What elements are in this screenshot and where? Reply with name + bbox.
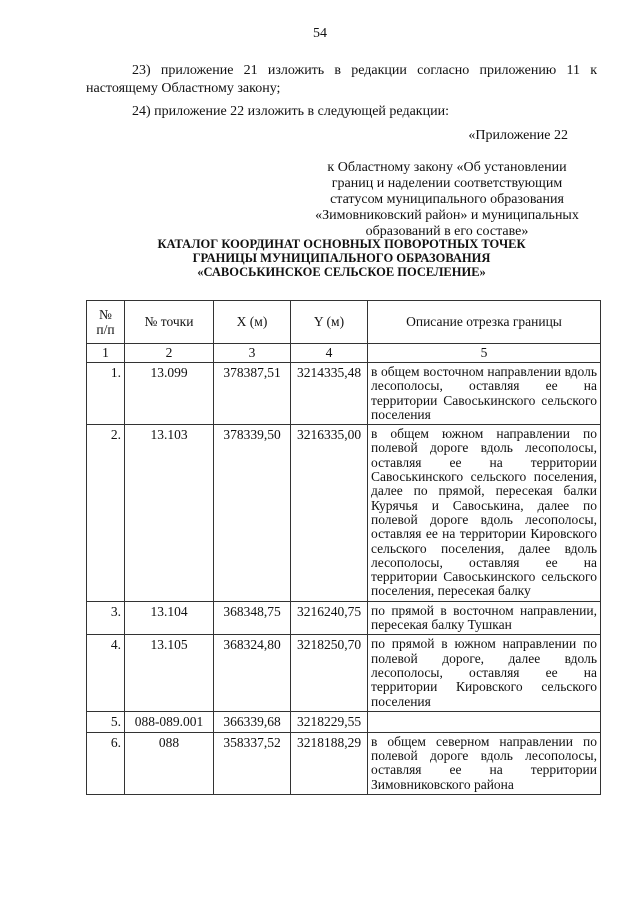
point-number: 13.105 bbox=[125, 635, 214, 711]
coord-y: 3218188,29 bbox=[291, 732, 368, 794]
table-row bbox=[87, 635, 601, 711]
appendix-law-line: статусом муниципального образования bbox=[330, 192, 564, 207]
segment-description bbox=[368, 711, 601, 732]
catalog-title-line: «САВОСЬКИНСКОЕ СЕЛЬСКОЕ ПОСЕЛЕНИЕ» bbox=[197, 265, 486, 279]
coord-x: 378387,51 bbox=[214, 363, 291, 425]
column-number: 3 bbox=[214, 344, 291, 363]
point-number: 13.099 bbox=[125, 363, 214, 425]
header-point-number: № точки bbox=[125, 301, 214, 344]
paragraph-24 bbox=[86, 103, 597, 121]
paragraph-24-text: 24) приложение 22 изложить в следующей редакции: bbox=[132, 104, 449, 119]
paragraph-23 bbox=[86, 62, 597, 98]
point-number: 088 bbox=[125, 732, 214, 794]
segment-description: в общем южном направлении по полевой дороге вдоль лесополосы, оставляя ее на территории Савоськинского сельского поселения, далее по прямой, пересекая балки Курячья и Савоськина, далее по полевой дороге вдоль лесополосы, оставляя ее на территории Кировского сельского поселения, далее вдоль лесополосы, оставляя ее на территории Савоськинского сельского поселения, пересекая балку bbox=[368, 425, 601, 602]
header-row-number: № п/п bbox=[87, 301, 125, 344]
coord-y: 3216240,75 bbox=[291, 601, 368, 635]
row-number: 1. bbox=[87, 363, 125, 425]
point-number: 088-089.001 bbox=[125, 711, 214, 732]
page-number: 54 bbox=[313, 26, 327, 41]
coord-x: 378339,50 bbox=[214, 425, 291, 602]
coord-y: 3216335,00 bbox=[291, 425, 368, 602]
header-x: X (м) bbox=[214, 301, 291, 344]
coord-x: 366339,68 bbox=[214, 711, 291, 732]
row-number: 2. bbox=[87, 425, 125, 602]
coordinates-table bbox=[86, 300, 601, 795]
row-number: 6. bbox=[87, 732, 125, 794]
row-number: 4. bbox=[87, 635, 125, 711]
segment-description: в общем восточном направлении вдоль лесополосы, оставляя ее на территории Савоськинского сельского поселения bbox=[368, 363, 601, 425]
appendix-law-line: границ и наделении соответствующим bbox=[331, 176, 563, 191]
table-row bbox=[87, 601, 601, 635]
row-number: 5. bbox=[87, 711, 125, 732]
coord-x: 358337,52 bbox=[214, 732, 291, 794]
table-row bbox=[87, 363, 601, 425]
column-number: 4 bbox=[291, 344, 368, 363]
table-row bbox=[87, 732, 601, 794]
column-number: 1 bbox=[87, 344, 125, 363]
appendix-law-line: образований в его составе» bbox=[365, 224, 529, 239]
paragraph-23-text: 23) приложение 21 изложить в редакции согласно приложению 11 к настоящему Областному закону; bbox=[86, 63, 597, 96]
segment-description: по прямой в южном направлении по полевой дороге, далее вдоль лесополосы, оставляя ее на территории Кировского сельского поселения bbox=[368, 635, 601, 711]
coord-y: 3218250,70 bbox=[291, 635, 368, 711]
coord-y: 3218229,55 bbox=[291, 711, 368, 732]
table-row bbox=[87, 425, 601, 602]
table-header-row bbox=[87, 301, 601, 344]
catalog-title-line: КАТАЛОГ КООРДИНАТ ОСНОВНЫХ ПОВОРОТНЫХ ТОЧЕК bbox=[157, 237, 526, 251]
point-number: 13.103 bbox=[125, 425, 214, 602]
coord-x: 368324,80 bbox=[214, 635, 291, 711]
column-number: 2 bbox=[125, 344, 214, 363]
segment-description: в общем северном направлении по полевой дороге вдоль лесополосы, оставляя ее на территории Зимовниковского района bbox=[368, 732, 601, 794]
appendix-law-line: к Областному закону «Об установлении bbox=[327, 160, 567, 175]
header-y: Y (м) bbox=[291, 301, 368, 344]
column-number-row bbox=[87, 344, 601, 363]
appendix-law-reference bbox=[300, 160, 594, 240]
coord-y: 3214335,48 bbox=[291, 363, 368, 425]
header-description: Описание отрезка границы bbox=[368, 301, 601, 344]
segment-description: по прямой в восточном направлении, пересекая балку Тушкан bbox=[368, 601, 601, 635]
table-row bbox=[87, 711, 601, 732]
appendix-law-line: «Зимовниковский район» и муниципальных bbox=[315, 208, 579, 223]
row-number: 3. bbox=[87, 601, 125, 635]
point-number: 13.104 bbox=[125, 601, 214, 635]
coord-x: 368348,75 bbox=[214, 601, 291, 635]
appendix-heading bbox=[300, 128, 594, 240]
catalog-title bbox=[86, 237, 597, 279]
appendix-title: «Приложение 22 bbox=[468, 128, 568, 143]
column-number: 5 bbox=[368, 344, 601, 363]
catalog-title-line: ГРАНИЦЫ МУНИЦИПАЛЬНОГО ОБРАЗОВАНИЯ bbox=[192, 251, 491, 265]
